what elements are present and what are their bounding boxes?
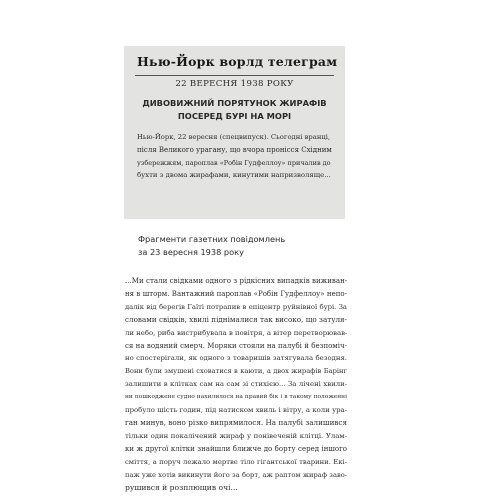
body-line: ки ж другої клітки знайшли ближче до борту серед іншого [125,444,347,453]
body-line: ня в шторм. Вантажний пароплав «Робін Гудфеллоу» непо- [125,289,347,298]
body-line: залишити в клітках сам на сам зі стихією... За лічені хвили- [125,380,347,389]
article-lead [137,131,332,182]
body-line: ся на водяний смерч. Моряки стояли на палубі й безпоміч- [125,341,347,350]
article-headline [137,97,332,122]
body-line: ни пошкоджене судно нахилилося на правий бік і в такому положенні [125,394,347,401]
caption-line: Фрагменти газетних повідомлень [138,234,286,244]
body-line: паж уже хотів викинути його за борт, аж раптом жираф заво- [125,470,347,479]
body-line: далік від берегів Гаїті потрапив в епіцентр руйнівної бурі. За [125,302,347,311]
body-line: рушився й розплющив очі... [125,482,238,492]
newspaper-masthead: Нью-Йорк ворлд телеграм [137,54,338,69]
body-line: пробуло шість годин, під натиском хвиль і вітру, а коли ура- [125,406,347,415]
body-line: ...Ми стали свідками одного з рідкісних випадків виживан- [125,276,348,285]
body-line: словами свідків, хвилі піднімалися так високо, що затуля- [125,314,347,324]
body-line: но спостерігали, як одного з товаришів затягувала безодня. [125,354,347,363]
headline-line: ПОСЕРЕД БУРІ НА МОРІ [177,110,292,121]
body-line: ли небо, риба вистрибувала в повітря, а вітер перетворював- [125,328,348,337]
newspaper-clipping [124,46,345,219]
section-caption [138,233,285,259]
lead-line: Нью-Йорк, 22 вересня (спецвипуск). Сьогодні вранці, [137,133,331,141]
article-body [125,275,347,494]
caption-line: за 23 вересня 1938 року [138,247,244,257]
headline-line: ДИВОВИЖНИЙ ПОРЯТУНОК ЖИРАФІВ [142,98,327,108]
masthead-divider [135,75,334,76]
body-line: тільки один покалічений жираф у понівеченій клітці. Улам- [125,431,347,440]
lead-line: бухти з двома жирафами, кинутими напризволяще... [137,171,331,180]
newspaper-dateline: 22 ВЕРЕСНЯ 1938 РОКУ [175,79,294,89]
body-line: сміття, а поруч лежало мертве тіло гігантської тварини. Екі- [125,457,347,466]
body-line: Вони були змушені сховатися в каюти, а двох жирафів Барінг [125,367,347,376]
body-line: ган минув, воно різко випрямилося. На палубі залишився [125,417,347,427]
lead-line: після Великого урагану, що вчора пронісся Східним [137,145,332,154]
lead-line: узбережжям, пароплав «Робін Гудфеллоу» причалив до [137,158,331,167]
